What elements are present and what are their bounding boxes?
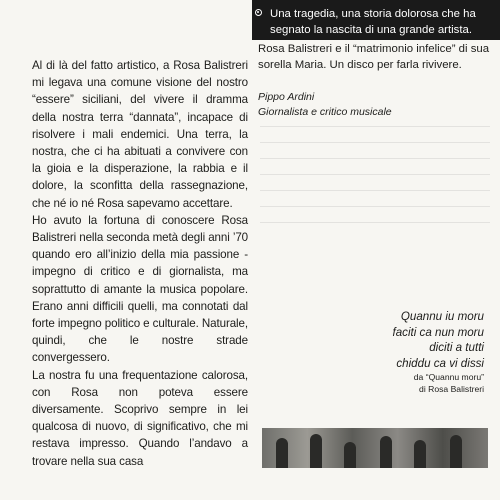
paragraph: Al di là del fatto artistico, a Rosa Balistreri mi legava una comune visione del nostro “essere” siciliani, del vivere il dramma della nostra terra “dannata”, incapace di risolvere i mali endemici. Una terra, la nostra, che ci ha abituati a convivere con la gioia e la disperazione, la rabbia e il dolore, la sconfitta della rassegnazione, che né io né Rosa sapevamo accettare. xyxy=(32,59,248,210)
author-block xyxy=(258,90,488,119)
figure-silhouette xyxy=(344,442,356,468)
figure-silhouette xyxy=(276,438,288,468)
header-band-text: Una tragedia, una storia dolorosa che ha segnato la nascita di una grande artista. xyxy=(270,8,476,36)
verse-source: di Rosa Balistreri xyxy=(419,384,484,394)
figure-silhouette xyxy=(380,436,392,468)
verse-line: chiddu ca vi dissi xyxy=(396,356,484,370)
subtitle: Rosa Balistreri e il “matrimonio infelice” di sua sorella Maria. Un disco per farla rivivere. xyxy=(258,43,490,71)
verse-line: Quannu iu moru xyxy=(400,310,484,323)
photo-strip xyxy=(262,428,488,468)
article-body xyxy=(32,57,248,470)
verse-line: diciti a tutti xyxy=(429,341,484,354)
figure-silhouette xyxy=(414,440,426,468)
verse-line: faciti ca nun moru xyxy=(392,325,484,339)
bullet-icon xyxy=(255,9,262,16)
figure-silhouette xyxy=(310,434,322,468)
verse-source: da “Quannu moru” xyxy=(413,372,484,382)
paragraph: La nostra fu una frequentazione calorosa, con Rosa non poteva essere diversamente. Scoprivo sempre in lei qualcosa di nuovo, di significativo, che mi restava impresso. Quando l’andavo a trovare nella sua casa xyxy=(32,368,248,468)
author-role: Giornalista e critico musicale xyxy=(258,105,392,118)
verse-quote xyxy=(284,309,484,395)
bleed-through-texture xyxy=(260,126,490,236)
paragraph: Ho avuto la fortuna di conoscere Rosa Balistreri nella seconda metà degli anni ’70 quando ero all’inizio della mia passione - impegno di critico e di giornalista, ma soprattutto di amante la musica popolare. Erano anni difficili quelli, ma connotati dal forte impegno politico e culturale. Naturale, quindi, che le nostre strade convergessero. xyxy=(32,213,249,365)
figure-silhouette xyxy=(450,435,462,468)
author-name: Pippo Ardini xyxy=(258,91,315,103)
